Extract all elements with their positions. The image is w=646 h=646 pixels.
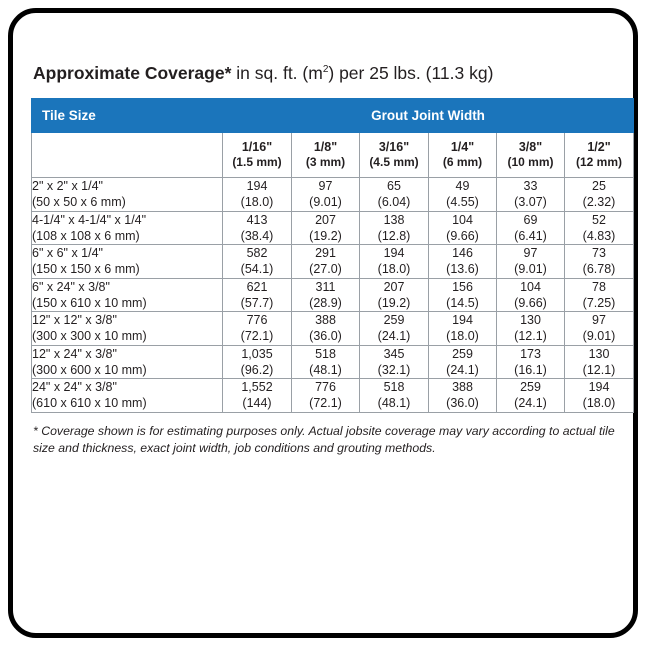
cell-sqft: 146 (452, 246, 473, 260)
cell-sqft: 345 (383, 346, 405, 361)
cell-m2: (57.7) (240, 295, 274, 310)
cell-m2: (144) (242, 396, 272, 411)
cell-sqft: 1,035 (241, 346, 273, 361)
cell-m2: (9.01) (309, 195, 342, 210)
row-label (32, 312, 223, 346)
cell-sqft: 518 (315, 346, 336, 361)
column-header-3-imperial: 3/16" (378, 139, 410, 154)
cell-m2: (32.1) (377, 362, 411, 377)
row-label-imperial: 12" x 24" x 3/8" (32, 346, 117, 361)
column-header-1 (223, 133, 292, 178)
cell (360, 178, 429, 212)
cell-sqft: 311 (315, 279, 336, 294)
cell (497, 278, 565, 312)
cell-m2: (19.2) (309, 228, 342, 243)
column-header-2-metric: (3 mm) (305, 155, 346, 170)
cell (497, 178, 565, 212)
cell-sqft: 65 (387, 179, 401, 193)
page-title (33, 63, 619, 84)
cell-m2: (36.0) (446, 396, 479, 411)
cell (565, 178, 634, 212)
column-header-1-metric: (1.5 mm) (232, 155, 282, 170)
cell-sqft: 582 (246, 246, 268, 260)
cell (429, 178, 497, 212)
cell-m2: (13.6) (446, 262, 479, 277)
row-label-metric: (50 x 50 x 6 mm) (32, 195, 126, 210)
table-row (32, 312, 634, 346)
cell-m2: (18.0) (377, 262, 411, 277)
cell-m2: (54.1) (240, 262, 274, 277)
cell (292, 245, 360, 279)
column-header-6-metric: (12 mm) (576, 155, 623, 170)
column-header-6-imperial: 1/2" (587, 139, 611, 154)
table-row (32, 178, 634, 212)
cell-sqft: 97 (592, 313, 606, 327)
cell (429, 379, 497, 413)
cell (497, 312, 565, 346)
cell-sqft: 1,552 (241, 380, 273, 394)
row-label (32, 245, 223, 279)
cell (360, 345, 429, 379)
cell-m2: (18.0) (240, 195, 274, 210)
row-label (32, 278, 223, 312)
cell-sqft: 69 (523, 212, 538, 227)
cell-m2: (9.01) (514, 262, 547, 277)
column-header-6 (565, 133, 634, 178)
cell-sqft: 97 (523, 246, 538, 260)
cell-sqft: 25 (592, 179, 606, 193)
cell-m2: (48.1) (377, 396, 411, 411)
row-label (32, 178, 223, 212)
cell (292, 312, 360, 346)
cell-m2: (24.1) (514, 396, 547, 411)
cell-sqft: 259 (383, 313, 405, 327)
cell-sqft: 130 (588, 346, 610, 361)
cell-m2: (9.66) (446, 228, 479, 243)
column-header-5-metric: (10 mm) (507, 155, 554, 170)
cell-m2: (27.0) (309, 262, 342, 277)
row-label-imperial: 6" x 24" x 3/8" (32, 279, 110, 294)
cell (292, 211, 360, 245)
subheader-blank (32, 133, 223, 178)
cell-sqft: 104 (452, 212, 473, 227)
cell-sqft: 207 (315, 212, 336, 227)
row-label-imperial: 12" x 12" x 3/8" (32, 313, 117, 327)
cell-m2: (4.55) (446, 195, 479, 210)
cell (292, 345, 360, 379)
cell-sqft: 194 (588, 380, 610, 394)
cell (565, 379, 634, 413)
cell-m2: (6.78) (582, 262, 616, 277)
cell-sqft: 49 (455, 179, 470, 193)
column-header-5-imperial: 3/8" (518, 139, 543, 154)
column-header-3-metric: (4.5 mm) (369, 155, 419, 170)
column-header-4 (429, 133, 497, 178)
cell-m2: (36.0) (309, 329, 342, 344)
cell-sqft: 388 (452, 380, 473, 394)
cell-sqft: 73 (592, 246, 606, 260)
cell (360, 245, 429, 279)
cell (429, 312, 497, 346)
page-title-superscript: 2 (322, 64, 329, 76)
cell (565, 345, 634, 379)
cell (223, 211, 292, 245)
cell-m2: (72.1) (240, 329, 274, 344)
cell-sqft: 518 (383, 380, 405, 394)
cell-sqft: 388 (315, 313, 336, 327)
cell-sqft: 776 (246, 313, 268, 327)
row-label-imperial: 6" x 6" x 1/4" (32, 246, 103, 260)
cell-m2: (6.41) (514, 228, 547, 243)
cell-m2: (18.0) (446, 329, 479, 344)
table-header-row (32, 99, 634, 133)
cell (292, 178, 360, 212)
cell (565, 312, 634, 346)
table-subheader-row (32, 133, 634, 178)
cell (223, 379, 292, 413)
column-header-4-metric: (6 mm) (442, 155, 483, 170)
cell (360, 278, 429, 312)
cell-sqft: 259 (452, 346, 473, 361)
row-label-metric: (150 x 150 x 6 mm) (32, 262, 140, 277)
cell-m2: (19.2) (377, 295, 411, 310)
cell-m2: (14.5) (446, 295, 479, 310)
cell (565, 278, 634, 312)
row-label-metric: (108 x 108 x 6 mm) (32, 228, 140, 243)
cell-m2: (18.0) (582, 396, 616, 411)
cell-sqft: 52 (592, 212, 606, 227)
column-header-3 (360, 133, 429, 178)
column-header-5 (497, 133, 565, 178)
cell-m2: (48.1) (309, 362, 342, 377)
card-content (27, 63, 623, 458)
page-title-rest-1: in sq. ft. (m (231, 63, 323, 83)
cell-sqft: 33 (523, 179, 538, 193)
cell-m2: (3.07) (514, 195, 547, 210)
column-header-2 (292, 133, 360, 178)
row-label (32, 379, 223, 413)
column-header-1-imperial: 1/16" (241, 139, 273, 154)
cell (223, 245, 292, 279)
column-header-4-imperial: 1/4" (450, 139, 475, 154)
coverage-card (8, 8, 638, 638)
cell-m2: (12.1) (582, 362, 616, 377)
cell-m2: (7.25) (582, 295, 616, 310)
cell (223, 278, 292, 312)
row-label (32, 345, 223, 379)
cell (360, 211, 429, 245)
cell (223, 312, 292, 346)
cell-m2: (96.2) (240, 362, 274, 377)
cell-sqft: 259 (520, 380, 541, 394)
cell (497, 379, 565, 413)
cell (360, 312, 429, 346)
row-label-metric: (610 x 610 x 10 mm) (32, 396, 147, 411)
row-label-metric: (300 x 300 x 10 mm) (32, 329, 147, 344)
row-label (32, 211, 223, 245)
cell-sqft: 207 (383, 279, 405, 294)
header-grout-joint-width: Grout Joint Width (223, 99, 634, 133)
header-tile-size: Tile Size (32, 99, 223, 133)
cell-sqft: 413 (246, 212, 268, 227)
cell-sqft: 194 (246, 179, 268, 193)
cell-sqft: 78 (592, 279, 606, 294)
footnote: * Coverage shown is for estimating purposes only. Actual jobsite coverage may vary according to actual tile size and thickness, exact joint width, job conditions and grouting methods. (33, 423, 615, 456)
column-header-2-imperial: 1/8" (313, 139, 338, 154)
cell-sqft: 97 (318, 179, 333, 193)
cell (497, 245, 565, 279)
cell-m2: (12.8) (377, 228, 411, 243)
cell (292, 278, 360, 312)
row-label-imperial: 4-1/4" x 4-1/4" x 1/4" (32, 212, 147, 227)
cell (223, 178, 292, 212)
cell (292, 379, 360, 413)
cell-m2: (72.1) (309, 396, 342, 411)
row-label-imperial: 24" x 24" x 3/8" (32, 380, 117, 394)
row-label-imperial: 2" x 2" x 1/4" (32, 179, 103, 193)
cell-sqft: 138 (383, 212, 405, 227)
cell (497, 211, 565, 245)
cell (497, 345, 565, 379)
row-label-metric: (300 x 600 x 10 mm) (32, 362, 147, 377)
page-title-strong: Approximate Coverage* (33, 63, 232, 83)
table-row (32, 379, 634, 413)
row-label-metric: (150 x 610 x 10 mm) (32, 295, 147, 310)
table-row (32, 211, 634, 245)
cell-sqft: 291 (315, 246, 336, 260)
table-row (32, 345, 634, 379)
cell-sqft: 104 (520, 279, 541, 294)
cell (429, 211, 497, 245)
cell-m2: (38.4) (240, 228, 274, 243)
cell-sqft: 194 (452, 313, 473, 327)
cell-sqft: 130 (520, 313, 541, 327)
cell-m2: (9.01) (582, 329, 616, 344)
cell-sqft: 776 (315, 380, 336, 394)
cell-m2: (24.1) (446, 362, 479, 377)
cell-sqft: 173 (520, 346, 541, 361)
cell-m2: (2.32) (582, 195, 616, 210)
cell-m2: (4.83) (582, 228, 616, 243)
cell-m2: (28.9) (309, 295, 342, 310)
cell-m2: (6.04) (377, 195, 411, 210)
page-title-rest-2: ) per 25 lbs. (11.3 kg) (328, 63, 494, 83)
cell (223, 345, 292, 379)
cell-m2: (12.1) (514, 329, 547, 344)
table-row (32, 278, 634, 312)
table-row (32, 245, 634, 279)
cell (565, 211, 634, 245)
cell (429, 345, 497, 379)
table-body (32, 178, 634, 413)
cell-m2: (9.66) (514, 295, 547, 310)
coverage-table (31, 98, 634, 413)
cell-m2: (16.1) (514, 362, 547, 377)
cell-sqft: 621 (246, 279, 268, 294)
cell (429, 278, 497, 312)
cell (565, 245, 634, 279)
cell (360, 379, 429, 413)
cell-sqft: 194 (383, 246, 405, 260)
cell-m2: (24.1) (377, 329, 411, 344)
cell (429, 245, 497, 279)
cell-sqft: 156 (452, 279, 473, 294)
